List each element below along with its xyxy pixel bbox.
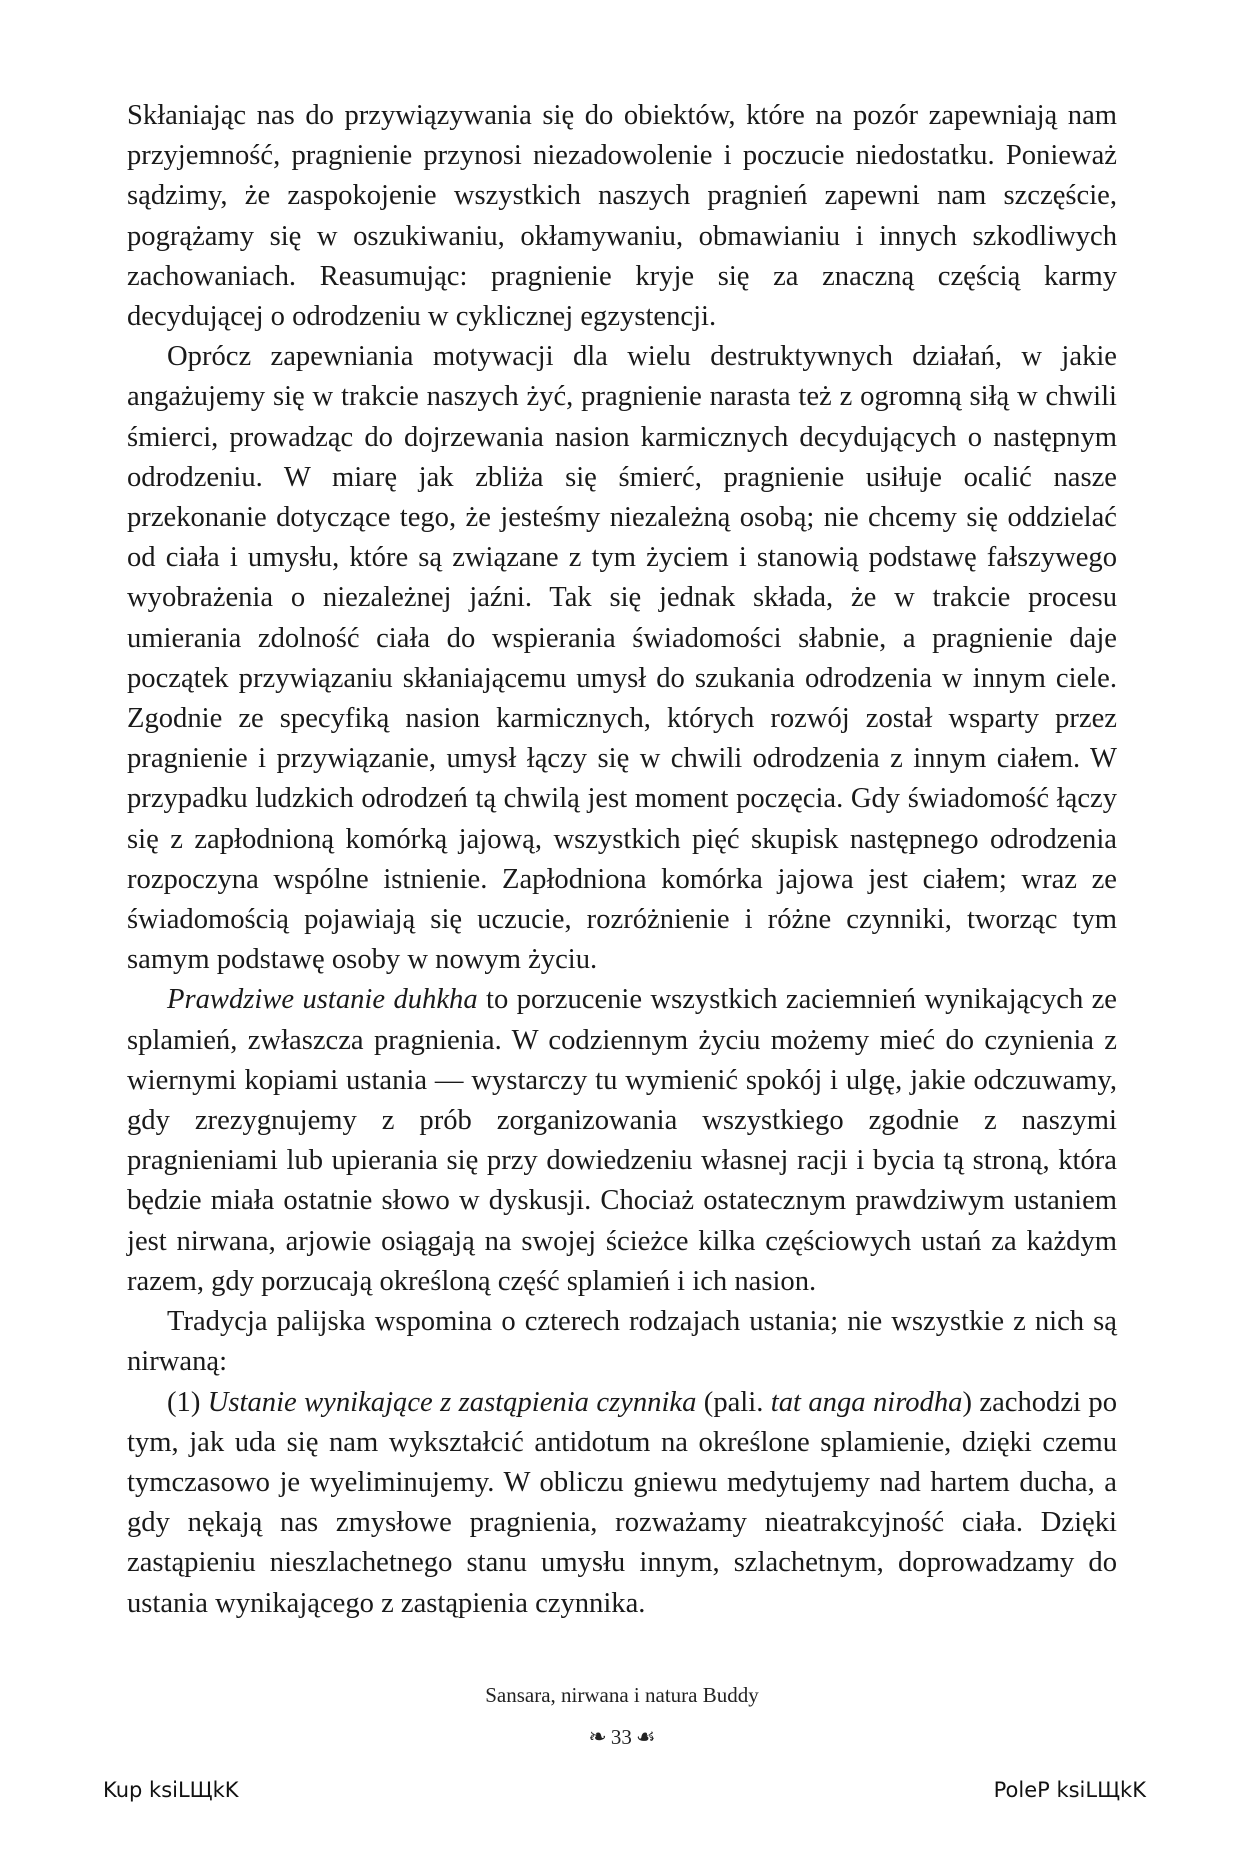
paragraph [127,980,1117,1302]
paragraph-text: Skłaniając nas do przywiązywania się do obiektów, które na pozór zapewniają nam przyjemność, pragnienie przynosi niezadowolenie i poczucie niedostatku. Ponieważ sądzimy, że zaspokojenie wszystkich naszych pragnień zapewni nam szczęście, pogrążamy się w oszukiwaniu, okłamywaniu, obmawianiu i innych szkodliwych zachowaniach. Reasumując: pragnienie kryje się za znaczną częścią karmy decydującej o odrodzeniu w cyklicznej egzystencji. [127,100,1117,333]
paragraph [127,1302,1117,1382]
emphasis-term: Ustanie wynikające z zastąpienia czynnika [207,1386,697,1418]
paragraph [127,96,1117,337]
list-number: (1) [167,1386,208,1418]
paragraph-text: (pali. [696,1386,771,1418]
pali-term: tat anga nirodha [770,1386,963,1418]
paragraph-text: to porzucenie wszystkich zaciemnień wynikających ze splamień, zwłaszcza pragnienia. W codziennym życiu możemy mieć do czynienia z wiernymi kopiami ustania — wystarczy tu wymienić spokój i ulgę, jakie odczuwamy, gdy zrezygnujemy z prób zorganizowania wszystkiego zgodnie z naszymi pragnieniami lub upierania się przy dowiedzeniu własnej racji i bycia tą stroną, która będzie miała ostatnie słowo w dyskusji. Chociaż ostatecznym prawdziwym ustaniem jest nirwana, arjowie osiągają na swojej ścieżce kilka częściowych ustań za każdym razem, gdy porzucają określoną część splamień i ich nasion. [127,984,1118,1297]
page-folio [0,1724,1244,1750]
emphasis-term: Prawdziwe ustanie duhkha [167,984,478,1016]
page-number: 33 [610,1725,632,1749]
running-title: Sansara, nirwana i natura Buddy [485,1683,759,1707]
paragraph-text: ) zachodzi po tym, jak uda się nam wykształcić antidotum na określone splamienie, dzięki czemu tymczasowo je wyeliminujemy. W obliczu gniewu medytujemy nad hartem ducha, a gdy nękają nas zmysłowe pragnienia, rozważamy nieatrakcyjność ciała. Dzięki zastąpieniu nieszlachetnego stanu umysłu innym, szlachetnym, doprowadzamy do ustania wynikającego z zastąpienia czynnika. [127,1386,1117,1619]
page-body [127,96,1117,1624]
paragraph-text: Oprócz zapewniania motywacji dla wielu destruktywnych działań, w jakie angażujemy się w trakcie naszych żyć, pragnienie narasta też z ogromną siłą w chwili śmierci, prowadząc do dojrzewania nasion karmicznych decydujących o następnym odrodzeniu. W miarę jak zbliża się śmierć, pragnienie usiłuje ocalić nasze przekonanie dotyczące tego, że jesteśmy niezależną osobą; nie chcemy się oddzielać od ciała i umysłu, które są związane z tym życiem i stanowią podstawę fałszywego wyobrażenia o niezależnej jaźni. Tak się jednak składa, że w trakcie procesu umierania zdolność ciała do wspierania świadomości słabnie, a pragnienie daje początek przywiązaniu skłaniającemu umysł do szukania odrodzenia w innym ciele. Zgodnie ze specyfiką nasion karmicznych, których rozwój został wsparty przez pragnienie i przywiązanie, umysł łączy się w chwili odrodzenia z innym ciałem. W przypadku ludzkich odrodzeń tą chwilą jest moment poczęcia. Gdy świadomość łączy się z zapłodnioną komórką jajową, wszystkich pięć skupisk następnego odrodzenia rozpoczyna wspólne istnienie. Zapłodniona komórka jajowa jest ciałem; wraz ze świadomością pojawiają się uczucie, rozróżnienie i różne czynniki, tworząc tym samym podstawę osoby w nowym życiu. [127,341,1117,976]
buy-book-link[interactable]: Kup ksiLЩkK [103,1778,239,1802]
fleuron-left-icon: ❧ [588,1724,607,1749]
recommend-book-link[interactable]: PoleP ksiLЩkK [993,1778,1146,1802]
paragraph [127,1383,1117,1624]
fleuron-right-icon: ☙ [635,1724,656,1749]
paragraph [127,337,1117,980]
paragraph-text: Tradycja palijska wspomina o czterech rodzajach ustania; nie wszystkie z nich są nirwaną: [127,1306,1117,1378]
